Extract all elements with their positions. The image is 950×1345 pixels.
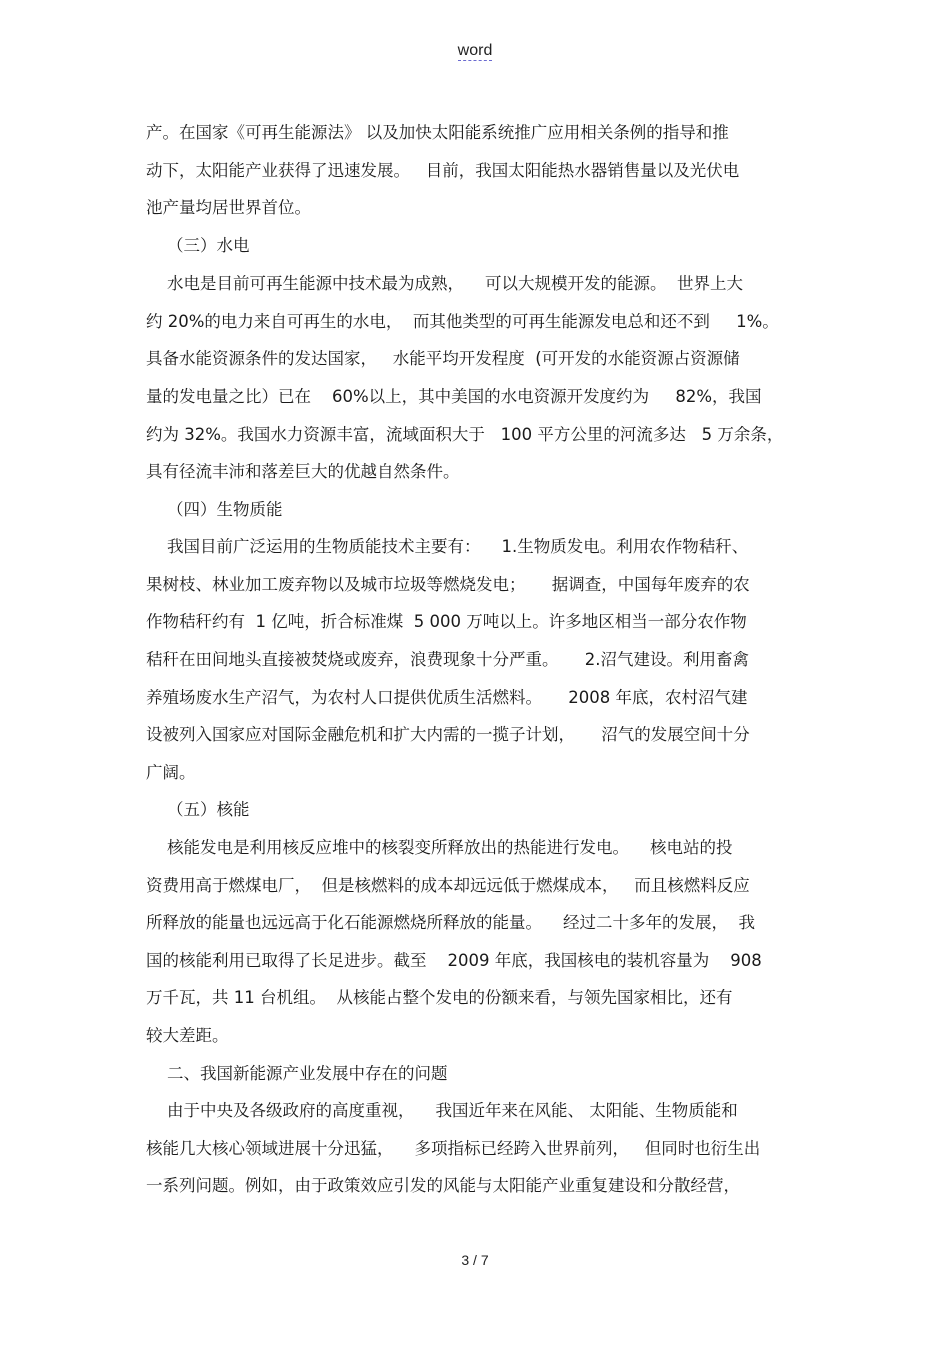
- text-line: 核能几大核心领域进展十分迅猛， 多项指标已经跨入世界前列， 但同时也衍生出: [146, 1139, 761, 1158]
- text-line: 约 20%的电力来自可再生的水电， 而其他类型的可再生能源发电总和还不到 1%。: [146, 312, 779, 331]
- text-line: 量的发电量之比）已在 60%以上，其中美国的水电资源开发度约为 82%，我国: [146, 387, 762, 406]
- text-line: 水电是目前可再生能源中技术最为成熟， 可以大规模开发的能源。 世界上大: [146, 274, 743, 293]
- text-line: 所释放的能量也远远高于化石能源燃烧所释放的能量。 经过二十多年的发展， 我: [146, 913, 755, 932]
- text-line: 约为 32%。我国水力资源丰富，流域面积大于 100 平方公里的河流多达 5 万余条，: [146, 425, 784, 444]
- text-line: 设被列入国家应对国际金融危机和扩大内需的一揽子计划， 沼气的发展空间十分: [146, 725, 750, 744]
- text-line: 较大差距。: [146, 1026, 229, 1045]
- section-heading: （四）生物质能: [146, 500, 283, 519]
- section-heading: （五）核能: [146, 800, 250, 819]
- text-line: 动下，太阳能产业获得了迅速发展。 目前，我国太阳能热水器销售量以及光伏电: [146, 161, 740, 180]
- section-heading: 二、我国新能源产业发展中存在的问题: [146, 1064, 448, 1083]
- text-line: 具备水能资源条件的发达国家， 水能平均开发程度 (可开发的水能资源占资源储: [146, 349, 740, 368]
- section-heading: （三）水电: [146, 236, 250, 255]
- header-title: word: [457, 42, 493, 59]
- text-line: 养殖场废水生产沼气，为农村人口提供优质生活燃料。 2008 年底，农村沼气建: [146, 688, 748, 707]
- text-line: 由于中央及各级政府的高度重视， 我国近年来在风能、 太阳能、生物质能和: [146, 1101, 738, 1120]
- text-line: 我国目前广泛运用的生物质能技术主要有： 1.生物质发电。利用农作物秸秆、: [146, 537, 749, 556]
- page-header: [0, 42, 950, 60]
- text-line: 广阔。: [146, 763, 196, 782]
- text-line: 秸秆在田间地头直接被焚烧或废弃，浪费现象十分严重。 2.沼气建设。利用畜禽: [146, 650, 749, 669]
- text-line: 果树枝、林业加工废弃物以及城市垃圾等燃烧发电； 据调查，中国每年废弃的农: [146, 575, 750, 594]
- text-line: 作物秸秆约有 1 亿吨，折合标准煤 5 000 万吨以上。许多地区相当一部分农作物: [146, 612, 747, 631]
- text-line: 资费用高于燃煤电厂， 但是核燃料的成本却远远低于燃煤成本， 而且核燃料反应: [146, 876, 750, 895]
- text-line: 池产量均居世界首位。: [146, 198, 311, 217]
- text-line: 国的核能利用已取得了长足进步。截至 2009 年底，我国核电的装机容量为 908: [146, 951, 762, 970]
- text-line: 核能发电是利用核反应堆中的核裂变所释放出的热能进行发电。 核电站的投: [146, 838, 733, 857]
- text-line: 万千瓦，共 11 台机组。 从核能占整个发电的份额来看，与领先国家相比，还有: [146, 988, 733, 1007]
- text-line: 一系列问题。例如，由于政策效应引发的风能与太阳能产业重复建设和分散经营，: [146, 1176, 740, 1195]
- text-line: 具有径流丰沛和落差巨大的优越自然条件。: [146, 462, 460, 481]
- page-number: 3 / 7: [461, 1252, 489, 1268]
- text-line: 产。在国家《可再生能源法》 以及加快太阳能系统推广应用相关条例的指导和推: [146, 123, 729, 142]
